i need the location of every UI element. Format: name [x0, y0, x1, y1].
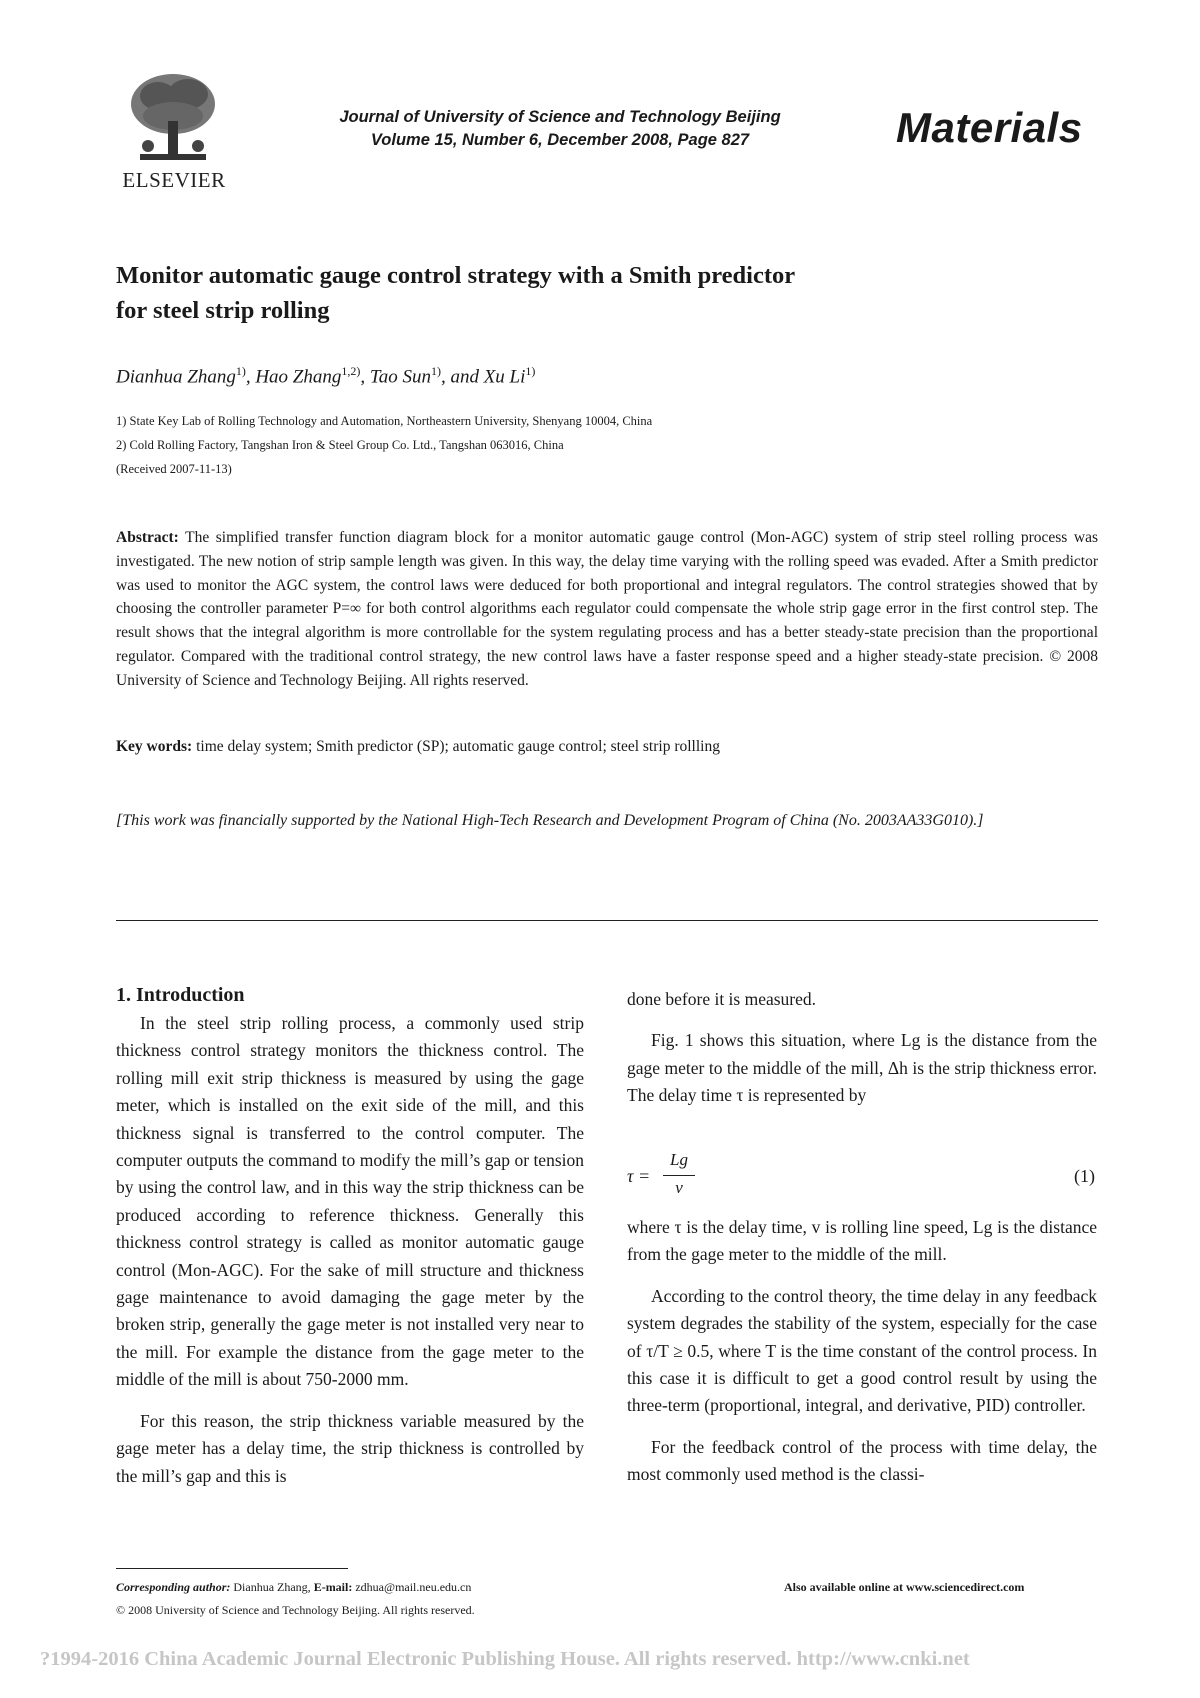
keywords: [116, 738, 1098, 756]
equation-lhs: τ =: [627, 1166, 651, 1186]
received-date: (Received 2007-11-13): [116, 462, 232, 476]
paragraph: In the steel strip rolling process, a commonly used strip thickness control strategy monitors the thickness control. The rolling mill exit strip thickness is measured by using the gage meter, which is installed on the exit side of the mill, and this thickness signal is transferred to the control computer. The computer outputs the command to modify the mill’s gap or tension by using the control law, and in this way the strip thickness can be produced according to reference thickness. Generally this thickness control strategy is called as monitor automatic gauge control (Mon-AGC). For the sake of mill structure and thickness gage maintenance to avoid damaging the gage meter by the broken strip, generally the gage meter is not installed very near to the mill. For example the distance from the gage meter to the middle of the mill is about 750-2000 mm.: [116, 1013, 584, 1390]
author-name: Dianhua Zhang: [116, 366, 236, 388]
right-column-lower: [627, 1214, 1097, 1489]
author-affil-mark: 1,2): [341, 364, 361, 378]
online-availability: Also available online at www.sciencedirect.com: [784, 1580, 1025, 1594]
paragraph: done before it is measured.: [627, 989, 817, 1009]
paragraph: where τ is the delay time, v is rolling line speed, Lg is the distance from the gage meter to the middle of the mill.: [627, 1217, 1097, 1265]
affiliation-1: 1) State Key Lab of Rolling Technology and Automation, Northeastern University, Shenyang 10004, China: [116, 414, 653, 428]
keywords-label: Key words:: [116, 738, 193, 755]
equation-denominator: v: [675, 1178, 683, 1197]
footnote-copyright: © 2008 University of Science and Technology Beijing. All rights reserved.: [116, 1603, 475, 1617]
right-column: [627, 986, 1097, 1110]
author-name: Xu Li: [483, 366, 526, 388]
paragraph: For the feedback control of the process with time delay, the most commonly used method is the classi-: [627, 1436, 1097, 1485]
elsevier-tree-logo-icon: [118, 66, 228, 176]
author-affil-mark: 1): [525, 364, 536, 378]
abstract-label: Abstract:: [116, 529, 179, 546]
author-name: Hao Zhang: [255, 366, 342, 388]
publisher-logo-text: ELSEVIER: [122, 168, 226, 192]
abstract-text: The simplified transfer function diagram block for a monitor automatic gauge control (Mon-AGC) system of strip steel rolling process was investigated. The new notion of strip sample length was given. In this way, the delay time varying with the rolling speed was evaded. After a Smith predictor was used to monitor the AGC system, the control laws were deduced for both proportional and integral regulators. The control strategies showed that by choosing the controller parameter P=∞ for both control algorithms each regulator could compensate the whole strip gage error in the first control step. The result shows that the integral algorithm is more controllable for the system regulating process and has a better steady-state precision than the proportional regulator. Compared with the traditional control strategy, the new control laws have a faster response speed and a higher steady-state precision. © 2008 University of Science and Technology Beijing. All rights reserved.: [116, 529, 1098, 689]
author-affil-mark: 1): [235, 364, 246, 378]
email-link[interactable]: zdhua@mail.neu.edu.cn: [355, 1580, 472, 1594]
keywords-text: time delay system; Smith predictor (SP); automatic gauge control; steel strip rollling: [196, 738, 720, 755]
author-affil-mark: 1): [430, 364, 441, 378]
fraction-bar: [663, 1175, 695, 1176]
divider: [116, 920, 1098, 921]
paragraph: According to the control theory, the time delay in any feedback system degrades the stability of the system, especially for the case of τ/T ≥ 0.5, where T is the time constant of the control process. In this case it is difficult to get a good control result by using the three-term (proportional, integral, and derivative, PID) controller.: [627, 1285, 1097, 1416]
affiliation-2: 2) Cold Rolling Factory, Tangshan Iron & Steel Group Co. Ltd., Tangshan 063016, China: [116, 438, 564, 452]
footnote-rule: [116, 1568, 348, 1569]
section-heading: 1. Introduction: [116, 984, 245, 1006]
paragraph: Fig. 1 shows this situation, where Lg is the distance from the gage meter to the middle of the mill, Δh is the strip thickness error. The delay time τ is represented by: [627, 1030, 1097, 1106]
equation-number: (1): [1074, 1166, 1095, 1186]
article-title: Monitor automatic gauge control strategy with a Smith predictor for steel strip rolling: [116, 262, 796, 324]
abstract: [116, 526, 1098, 693]
section-label: Materials: [896, 104, 1083, 151]
equation-numerator: Lg: [670, 1150, 688, 1169]
corresponding-author: Corresponding author: Dianhua Zhang, E-mail: zdhua@mail.neu.edu.cn: [116, 1580, 472, 1594]
funding-note: [This work was financially supported by the National High-Tech Research and Development Program of China (No. 2003AA33G010).]: [116, 812, 984, 829]
equation-1: [627, 1148, 1097, 1208]
left-column: [116, 1010, 584, 1490]
journal-name: Journal of University of Science and Technology Beijing: [339, 108, 781, 126]
watermark: ?1994-2016 China Academic Journal Electronic Publishing House. All rights reserved. http://www.cnki.net: [40, 1648, 970, 1670]
author-name: Tao Sun: [369, 366, 431, 388]
journal-info: [300, 106, 820, 152]
author-list: Dianhua Zhang$^{1)}$, Hao Zhang$^{1,2)}$, Tao Sun$^{1)}$, and Xu Li$^{1)}$: [116, 364, 536, 388]
paragraph: For this reason, the strip thickness variable measured by the gage meter has a delay time, the strip thickness is controlled by the mill’s gap and this is: [116, 1410, 584, 1486]
journal-volume: Volume 15, Number 6, December 2008, Page 827: [370, 131, 750, 149]
